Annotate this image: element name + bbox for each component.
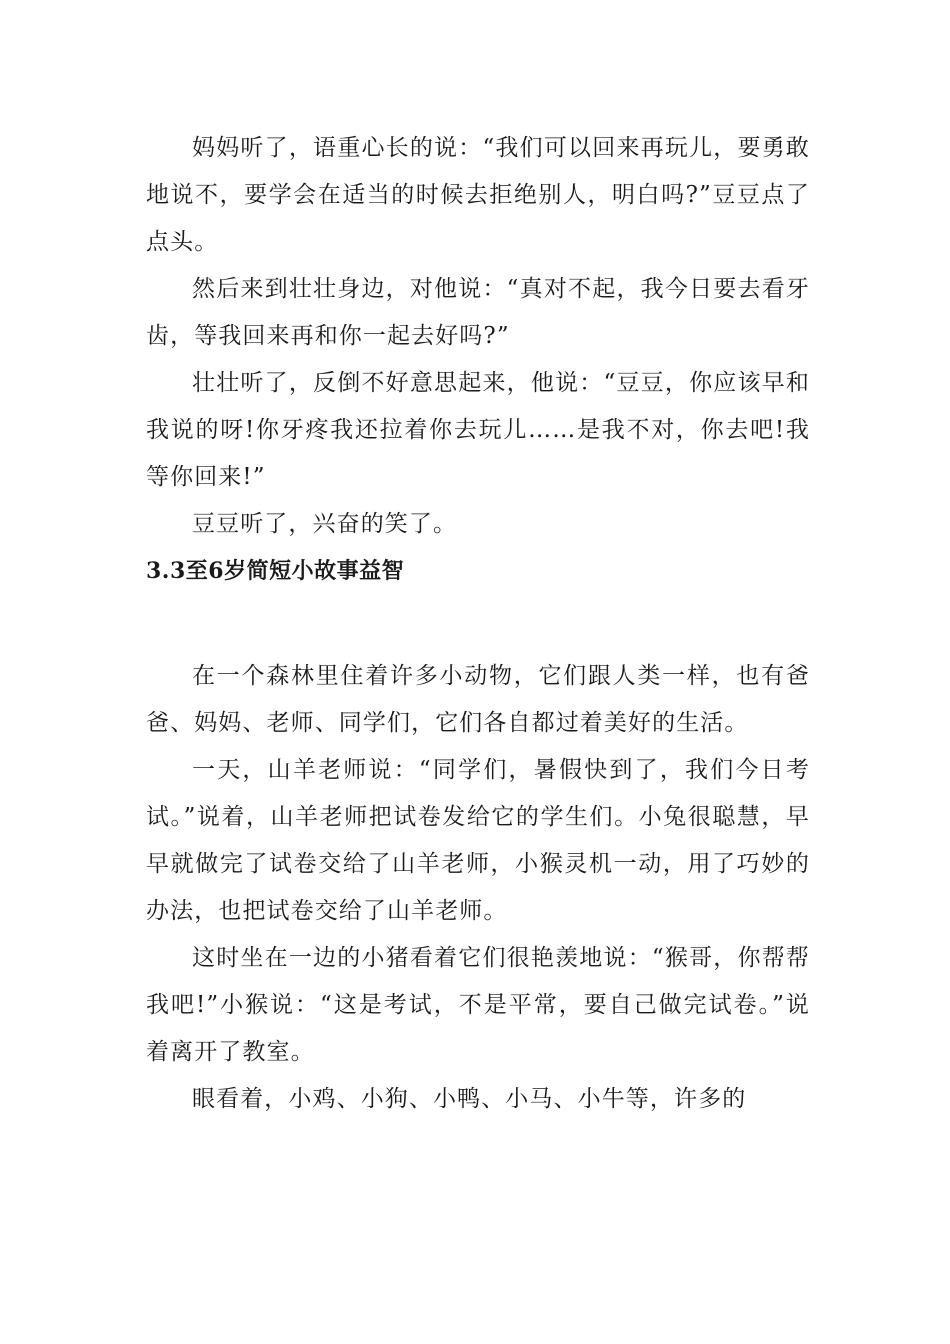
section-spacer [146,595,810,653]
paragraph: 然后来到壮壮身边，对他说：“真对不起，我今日要去看牙齿，等我回来再和你一起去好吗?” [146,276,810,349]
paragraph: 眼看着，小鸡、小狗、小鸭、小马、小牛等，许多的 [192,1086,747,1112]
paragraph: 在一个森林里住着许多小动物，它们跟人类一样，也有爸爸、妈妈、老师、同学们，它们各自都过着美好的生活。 [146,663,810,736]
paragraph: 这时坐在一边的小猪看着它们很艳羡地说：“猴哥，你帮帮我吧!”小猴说：“这是考试，不是平常，要自己做完试卷。”说着离开了教室。 [146,945,810,1065]
paragraph: 豆豆听了，兴奋的笑了。 [192,511,458,537]
document-body [146,125,810,1123]
section-heading: 3.3至6岁简短小故事益智 [146,558,405,584]
paragraph: 妈妈听了，语重心长的说：“我们可以回来再玩儿，要勇敢地说不，要学会在适当的时候去拒绝别人，明白吗?”豆豆点了点头。 [146,135,810,255]
paragraph: 壮壮听了，反倒不好意思起来，他说：“豆豆，你应该早和我说的呀!你牙疼我还拉着你去玩儿……是我不对，你去吧!我等你回来!” [146,370,810,490]
paragraph: 一天，山羊老师说：“同学们，暑假快到了，我们今日考试。”说着，山羊老师把试卷发给它的学生们。小兔很聪慧，早早就做完了试卷交给了山羊老师，小猴灵机一动，用了巧妙的办法，也把试卷交给了山羊老师。 [146,757,810,924]
